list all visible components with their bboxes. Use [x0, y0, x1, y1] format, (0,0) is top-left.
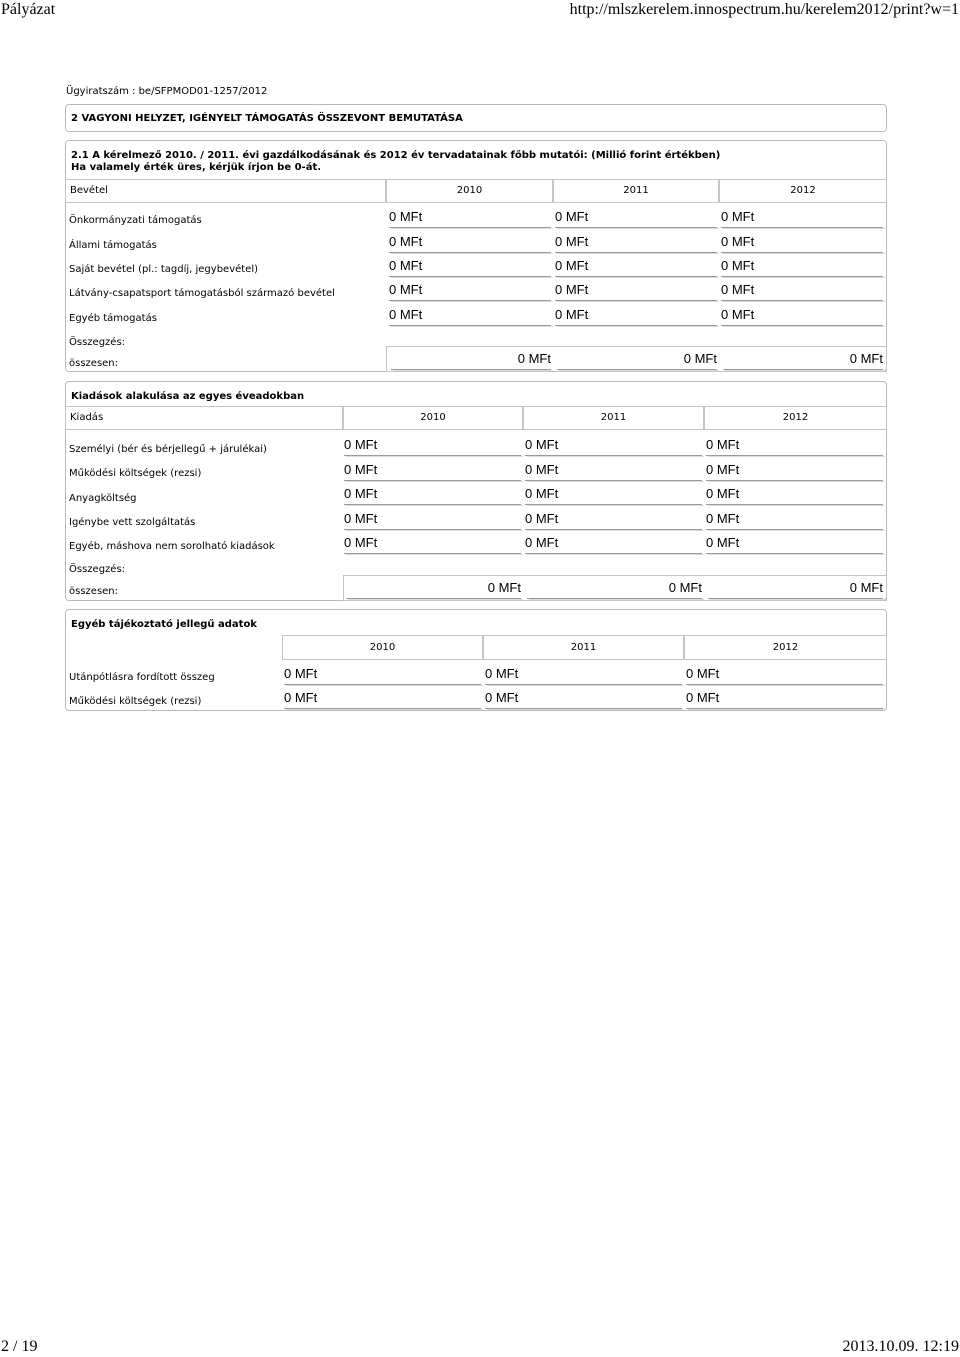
revenue-value-field[interactable]: 0 MFt: [721, 307, 883, 326]
other-header-2010-text: 2010: [369, 642, 396, 653]
revenue-summary-label: Összegzés:: [69, 337, 126, 348]
revenue-value-field[interactable]: 0 MFt: [389, 258, 551, 277]
expense-row-label: Egyéb, máshova nem sorolható kiadások: [69, 541, 275, 552]
expense-row-label: Személyi (bér és bérjellegű + járulékai): [69, 444, 267, 455]
expense-value-field[interactable]: 0 MFt: [525, 511, 702, 530]
other-value-field[interactable]: 0 MFt: [485, 666, 682, 685]
expense-value-field[interactable]: 0 MFt: [525, 486, 702, 505]
expense-value-field[interactable]: 0 MFt: [344, 511, 521, 530]
revenue-header-cell: [65, 179, 386, 203]
expenses-header-2012: [704, 406, 887, 430]
expenses-summary-label: Összegzés:: [69, 564, 126, 575]
section-2-1-title-line2: Ha valamely érték üres, kérjük írjon be 0-át.: [71, 162, 322, 173]
expense-value-field[interactable]: 0 MFt: [706, 511, 883, 530]
revenue-row-label: Egyéb támogatás: [69, 313, 157, 324]
page-number: 2 / 19: [1, 1338, 38, 1355]
revenue-value-field[interactable]: 0 MFt: [721, 209, 883, 228]
expenses-header-2010: [343, 406, 523, 430]
expense-total-field[interactable]: 0 MFt: [527, 580, 702, 599]
revenue-header-label: Bevétel: [70, 185, 108, 196]
document-number: Ügyiratszám : be/SFPMOD01-1257/2012: [66, 86, 268, 97]
page-header-url: http://mlszkerelem.innospectrum.hu/kerelem2012/print?w=1: [569, 1, 959, 18]
other-value-field[interactable]: 0 MFt: [284, 666, 481, 685]
expense-value-field[interactable]: 0 MFt: [344, 486, 521, 505]
revenue-header-2010: [386, 179, 553, 203]
revenue-total-field[interactable]: 0 MFt: [723, 351, 883, 370]
revenue-row-label: Önkormányzati támogatás: [69, 215, 202, 226]
other-value-field[interactable]: 0 MFt: [284, 690, 481, 709]
section-2-title-box: [65, 104, 887, 132]
revenue-value-field[interactable]: 0 MFt: [555, 209, 717, 228]
section-2-1-title: [71, 150, 720, 174]
expense-value-field[interactable]: 0 MFt: [344, 535, 521, 554]
expense-value-field[interactable]: 0 MFt: [706, 462, 883, 481]
section-2-1-title-line1: 2.1 A kérelmező 2010. / 2011. évi gazdálkodásának és 2012 év tervadatainak főbb mutatói: (Millió forint értékben): [71, 150, 721, 161]
other-header-2011: [483, 635, 684, 660]
other-row-label: Működési költségek (rezsi): [69, 696, 202, 707]
other-value-field[interactable]: 0 MFt: [686, 666, 883, 685]
expenses-title: Kiadások alakulása az egyes éveadokban: [71, 391, 305, 402]
expenses-header-2011: [523, 406, 704, 430]
revenue-value-field[interactable]: 0 MFt: [389, 282, 551, 301]
other-header-2011-text: 2011: [570, 642, 597, 653]
revenue-header-2012: [719, 179, 887, 203]
revenue-value-field[interactable]: 0 MFt: [555, 282, 717, 301]
other-row-label: Utánpótlásra fordított összeg: [69, 672, 215, 683]
expense-row-label: Igénybe vett szolgáltatás: [69, 517, 196, 528]
other-info-title: Egyéb tájékoztató jellegű adatok: [71, 619, 257, 630]
revenue-header-2011: [553, 179, 719, 203]
expenses-header-label: Kiadás: [70, 412, 104, 423]
expenses-header-2011-text: 2011: [600, 412, 627, 423]
other-header-2012-text: 2012: [772, 642, 799, 653]
revenue-total-field[interactable]: 0 MFt: [391, 351, 551, 370]
other-header-2010: [282, 635, 483, 660]
revenue-value-field[interactable]: 0 MFt: [555, 307, 717, 326]
section-2-1-box: [65, 140, 887, 372]
expense-total-field[interactable]: 0 MFt: [708, 580, 883, 599]
revenue-value-field[interactable]: 0 MFt: [389, 209, 551, 228]
expenses-header-2012-text: 2012: [782, 412, 809, 423]
revenue-total-label: összesen:: [69, 358, 119, 369]
revenue-total-field[interactable]: 0 MFt: [557, 351, 717, 370]
expenses-header-2010-text: 2010: [420, 412, 446, 423]
revenue-value-field[interactable]: 0 MFt: [389, 307, 551, 326]
expense-row-label: Működési költségek (rezsi): [69, 468, 202, 479]
revenue-row-label: Saját bevétel (pl.: tagdíj, jegybevétel): [69, 264, 259, 275]
other-value-field[interactable]: 0 MFt: [485, 690, 682, 709]
expense-value-field[interactable]: 0 MFt: [344, 462, 521, 481]
revenue-header-2011-text: 2011: [623, 185, 649, 196]
revenue-value-field[interactable]: 0 MFt: [555, 234, 717, 253]
expense-value-field[interactable]: 0 MFt: [706, 437, 883, 456]
page-header-title: Pályázat: [1, 1, 56, 18]
expense-value-field[interactable]: 0 MFt: [344, 437, 521, 456]
expense-row-label: Anyagköltség: [69, 493, 137, 504]
expense-value-field[interactable]: 0 MFt: [525, 437, 702, 456]
other-header-2012: [684, 635, 887, 660]
revenue-row-label: Látvány-csapatsport támogatásból származó bevétel: [69, 288, 335, 299]
print-timestamp: 2013.10.09. 12:19: [842, 1338, 959, 1355]
revenue-value-field[interactable]: 0 MFt: [389, 234, 551, 253]
expenses-total-label: összesen:: [69, 586, 119, 597]
expense-value-field[interactable]: 0 MFt: [525, 535, 702, 554]
revenue-value-field[interactable]: 0 MFt: [721, 234, 883, 253]
revenue-row-label: Állami támogatás: [69, 240, 157, 251]
expense-total-field[interactable]: 0 MFt: [346, 580, 521, 599]
expense-value-field[interactable]: 0 MFt: [706, 486, 883, 505]
revenue-value-field[interactable]: 0 MFt: [721, 258, 883, 277]
expense-value-field[interactable]: 0 MFt: [525, 462, 702, 481]
revenue-value-field[interactable]: 0 MFt: [721, 282, 883, 301]
revenue-header-2010-text: 2010: [456, 185, 483, 196]
revenue-header-2012-text: 2012: [790, 185, 816, 196]
expense-value-field[interactable]: 0 MFt: [706, 535, 883, 554]
section-2-title: 2 VAGYONI HELYZET, IGÉNYELT TÁMOGATÁS ÖSSZEVONT BEMUTATÁSA: [71, 113, 463, 124]
revenue-value-field[interactable]: 0 MFt: [555, 258, 717, 277]
expenses-header-cell: [65, 406, 343, 430]
other-value-field[interactable]: 0 MFt: [686, 690, 883, 709]
